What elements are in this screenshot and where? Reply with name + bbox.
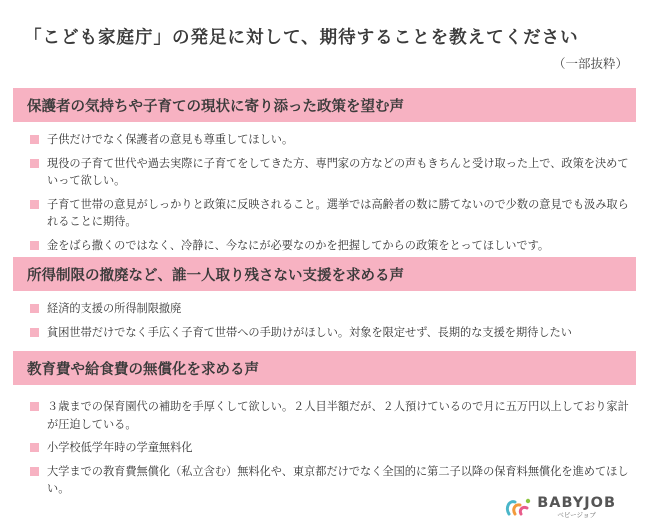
babyjob-logo-mark-icon xyxy=(503,494,533,520)
page-subtitle: （一部抜粋） xyxy=(552,56,628,71)
list-item-text: 小学校低学年時の学童無料化 xyxy=(47,441,193,454)
list-item xyxy=(30,300,630,318)
square-bullet-icon xyxy=(30,443,39,452)
section-heading-empathy xyxy=(13,88,636,122)
list-item xyxy=(30,131,630,149)
list-item-text: 経済的支援の所得制限撤廃 xyxy=(47,302,182,315)
section-heading-support xyxy=(13,257,636,291)
section-list-education xyxy=(30,398,630,504)
babyjob-logo xyxy=(503,494,616,520)
square-bullet-icon xyxy=(30,304,39,313)
list-item xyxy=(30,439,630,457)
list-item xyxy=(30,155,630,190)
list-item-text: 貧困世帯だけでなく手広く子育て世帯への手助けがほしい。対象を限定せず、長期的な支援を期待したい xyxy=(47,325,572,339)
square-bullet-icon xyxy=(30,328,39,337)
logo-subtext: ベビージョブ xyxy=(557,511,596,519)
list-item-text: 子育て世帯の意見がしっかりと政策に反映されること。選挙では高齢者の数に勝てないので少数の意見でも汲み取られることに期待。 xyxy=(47,197,629,228)
list-item xyxy=(30,398,630,433)
section-list-support xyxy=(30,300,630,347)
square-bullet-icon xyxy=(30,159,39,168)
logo-wordmark: BABYJOB xyxy=(537,495,616,511)
section-list-empathy xyxy=(30,131,630,260)
square-bullet-icon xyxy=(30,200,39,209)
section-heading-label: 所得制限の撤廃など、誰一人取り残さない支援を求める声 xyxy=(27,267,404,284)
square-bullet-icon xyxy=(30,135,39,144)
list-item xyxy=(30,324,630,342)
square-bullet-icon xyxy=(30,467,39,476)
section-heading-label: 教育費や給食費の無償化を求める声 xyxy=(27,361,259,378)
list-item-text: 子供だけでなく保護者の意見も尊重してほしい。 xyxy=(47,133,294,146)
square-bullet-icon xyxy=(30,241,39,250)
list-item-text: 現役の子育て世代や過去実際に子育てをしてきた方、専門家の方などの声もきちんと受け取った上で、政策を決めていって欲しい。 xyxy=(47,156,629,187)
list-item xyxy=(30,196,630,231)
list-item-text: 金をばら撒くのではなく、冷静に、今なにが必要なのかを把握してからの政策をとってほしいです。 xyxy=(47,238,550,252)
list-item xyxy=(30,237,630,255)
square-bullet-icon xyxy=(30,402,39,411)
list-item-text: 大学までの教育費無償化（私立含む）無料化や、東京都だけでなく全国的に第二子以降の保育料無償化を進めてほしい。 xyxy=(47,464,629,495)
page-title: 「こども家庭庁」の発足に対して、期待することを教えてください xyxy=(24,28,579,48)
section-heading-label: 保護者の気持ちや子育ての現状に寄り添った政策を望む声 xyxy=(27,98,404,115)
list-item-text: ３歳までの保育園代の補助を手厚くして欲しい。２人目半額だが、２人預けているので月に五万円以上しており家計が圧迫している。 xyxy=(47,400,629,431)
section-heading-education xyxy=(13,351,636,385)
list-item xyxy=(30,463,630,498)
